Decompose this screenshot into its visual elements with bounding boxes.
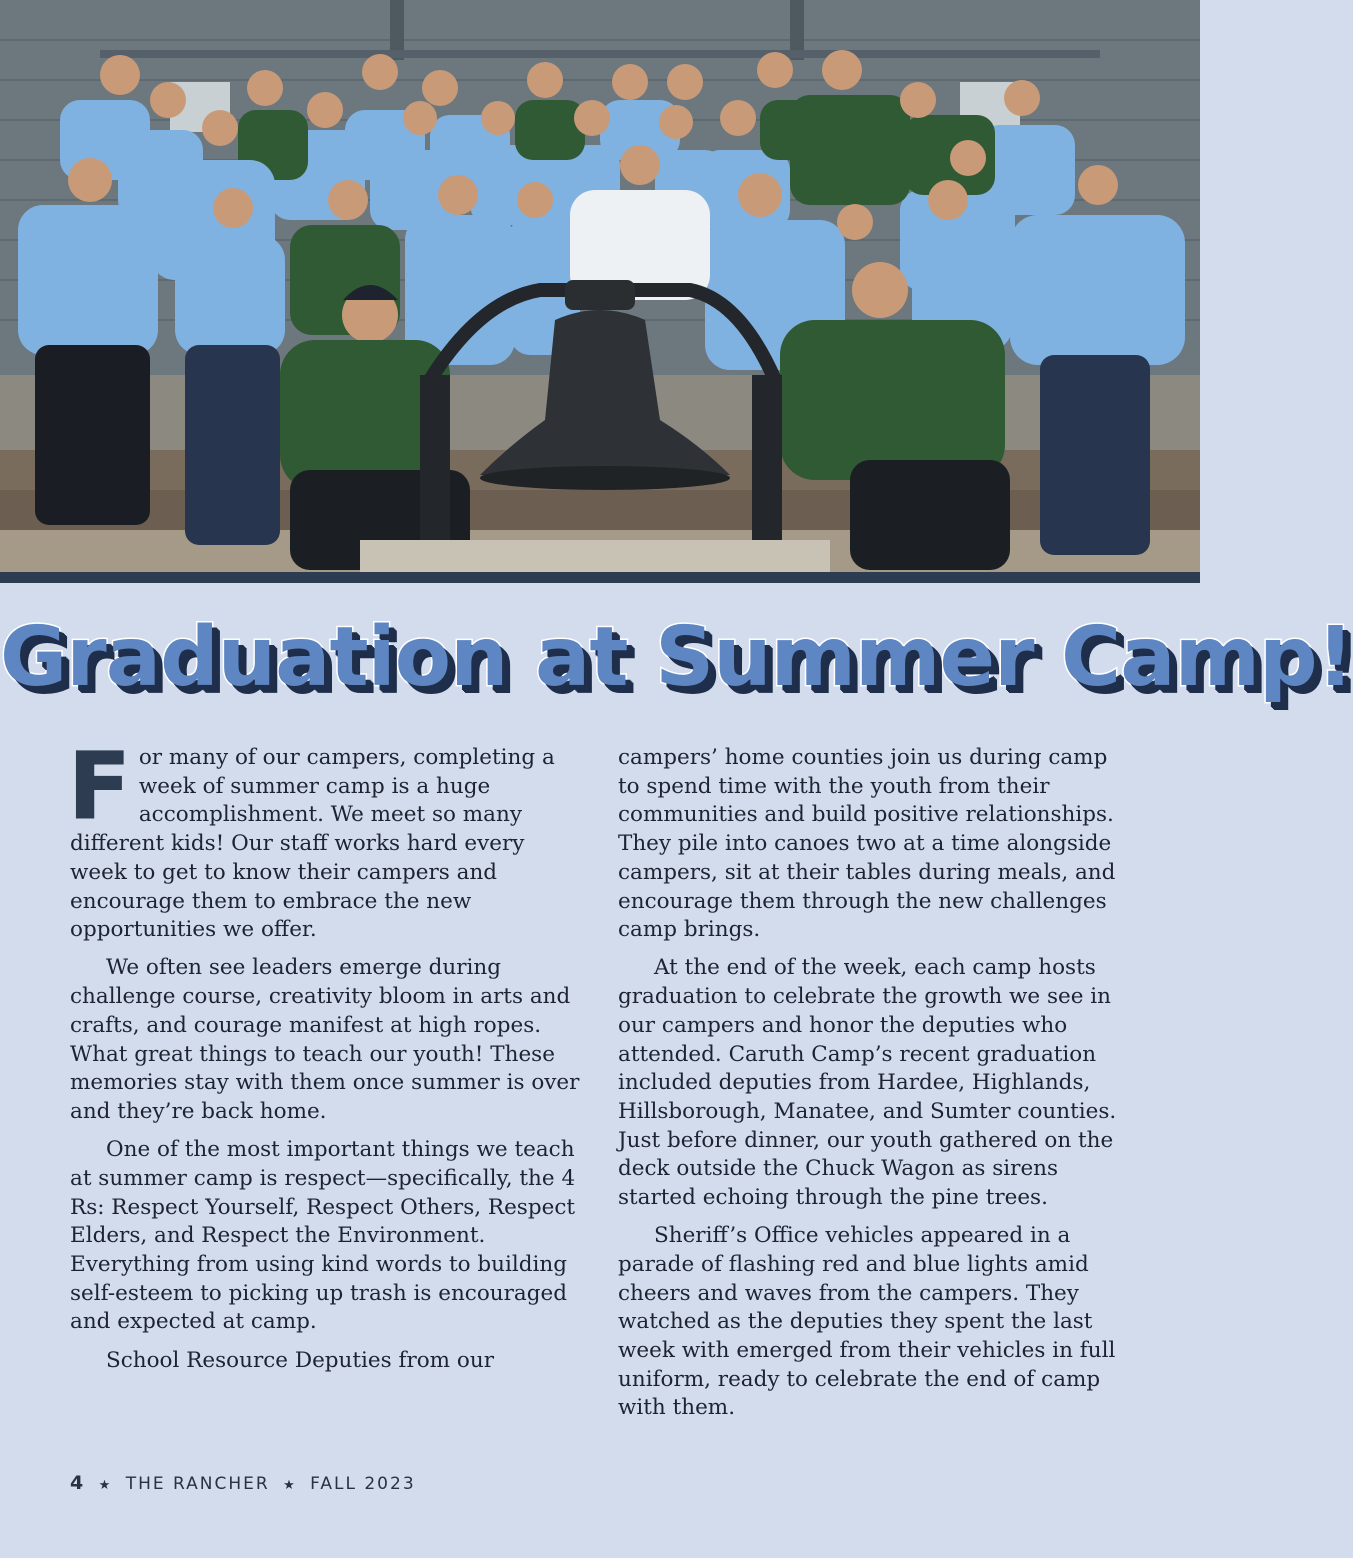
paragraph-text: or many of our campers, completing a week of summer camp is a huge accomplishment. We meet so many different kids! Our staff works hard every week to get to know their campers and encourage them to embrace the new opportunities we offer. [70, 745, 555, 943]
publication-name: THE RANCHER [125, 1474, 270, 1494]
photo-divider [0, 572, 1200, 583]
star-icon: ★ [98, 1478, 113, 1493]
article-paragraph: We often see leaders emerge during challenge course, creativity bloom in arts and crafts, and courage manifest at high ropes. What great things to teach our youth! These memories stay with them once summer is over and they’re back home. [70, 955, 580, 1124]
page-footer [70, 1472, 416, 1494]
page-number: 4 [70, 1472, 86, 1494]
star-icon: ★ [283, 1478, 297, 1493]
article-paragraph: One of the most important things we teach at summer camp is respect—specifically, the 4 Rs: Respect Yourself, Respect Others, Respect Elders, and Respect the Environment. Everything from using kind words to building self-esteem to picking up trash is encouraged and expected at camp. [70, 1137, 576, 1335]
group-photo-image [0, 0, 1200, 572]
article-paragraph [68, 733, 580, 945]
article-paragraph: campers’ home counties join us during camp to spend time with the youth from their communities and build positive relationships. They pile into canoes two at a time alongside campers, sit at their tables during meals, and encourage them through the new challenges camp brings. [618, 745, 1116, 943]
article-paragraph: Sheriff’s Office vehicles appeared in a parade of flashing red and blue lights amid cheers and waves from the campers. They watched as the deputies they spent the last week with emerged from their vehicles in full uniform, ready to celebrate the end of camp with them. [618, 1223, 1116, 1421]
issue-label: FALL 2023 [310, 1474, 416, 1494]
article-paragraph: School Resource Deputies from our [106, 1347, 494, 1373]
article-column-right [618, 744, 1128, 1433]
article-column-left [68, 733, 580, 1385]
article-paragraph: At the end of the week, each camp hosts graduation to celebrate the growth we see in our campers and honor the deputies who attended. Caruth Camp’s recent graduation included deputies from Hardee, Highlands, Hillsborough, Manatee, and Sumter counties. Just before dinner, our youth gathered on the deck outside the Chuck Wagon as sirens started echoing through the pine trees. [618, 955, 1117, 1211]
page-title: Graduation at Summer Camp! [0, 610, 1353, 705]
group-photo [0, 0, 1200, 572]
drop-cap: F [68, 733, 131, 840]
